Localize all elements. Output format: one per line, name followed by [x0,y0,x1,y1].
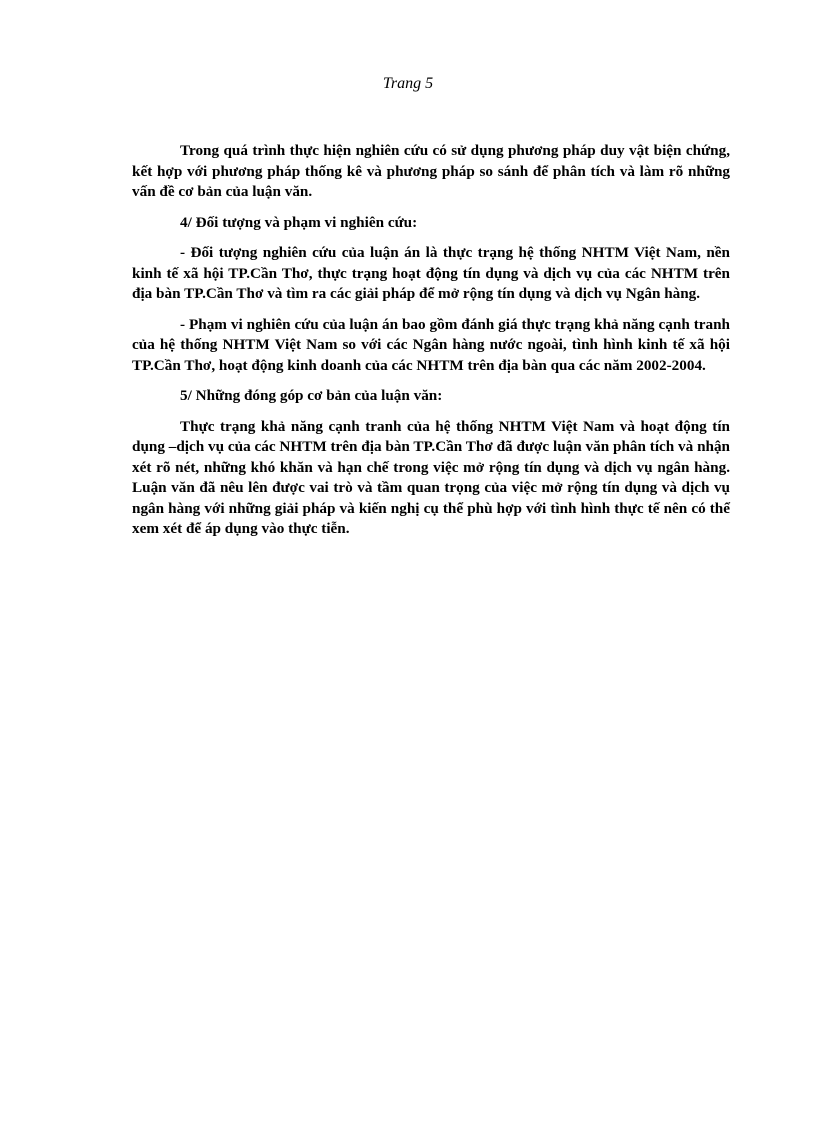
page-number-label: Trang 5 [382,75,434,92]
document-body [132,141,730,550]
paragraph-contributions: Thực trạng khả năng cạnh tranh của hệ thống NHTM Việt Nam và hoạt động tín dụng –dịch vụ của các NHTM trên địa bàn TP.Cần Thơ đã được luận văn phân tích và nhận xét rõ nét, những khó khăn và hạn chế trong việc mở rộng tín dụng và dịch vụ ngân hàng. Luận văn đã nêu lên được vai trò và tầm quan trọng của việc mở rộng tín dụng và dịch vụ ngân hàng với những giải pháp và kiến nghị cụ thể phù hợp với tình hình thực tế nên có thể xem xét để áp dụng vào thực tiễn. [132,417,730,537]
paragraph-research-subject: - Đối tượng nghiên cứu của luận án là thực trạng hệ thống NHTM Việt Nam, nền kinh tế xã hội TP.Cần Thơ, thực trạng hoạt động tín dụng và dịch vụ của các NHTM trên địa bàn TP.Cần Thơ và tìm ra các giải pháp để mở rộng tín dụng và dịch vụ Ngân hàng. [132,244,730,302]
section-heading-scope: 4/ Đối tượng và phạm vi nghiên cứu: [180,213,418,231]
paragraph-research-scope: - Phạm vi nghiên cứu của luận án bao gồm đánh giá thực trạng khả năng cạnh tranh của hệ thống NHTM Việt Nam so với các Ngân hàng nước ngoài, tình hình kinh tế xã hội TP.Cần Thơ, hoạt động kinh doanh của các NHTM trên địa bàn qua các năm 2002-2004. [132,315,730,374]
paragraph-methodology: Trong quá trình thực hiện nghiên cứu có sử dụng phương pháp duy vật biện chứng, kết hợp với phương pháp thống kê và phương pháp so sánh để phân tích và làm rõ những vấn đề cơ bản của luận văn. [132,142,730,200]
section-heading-contributions: 5/ Những đóng góp cơ bản của luận văn: [180,387,443,404]
